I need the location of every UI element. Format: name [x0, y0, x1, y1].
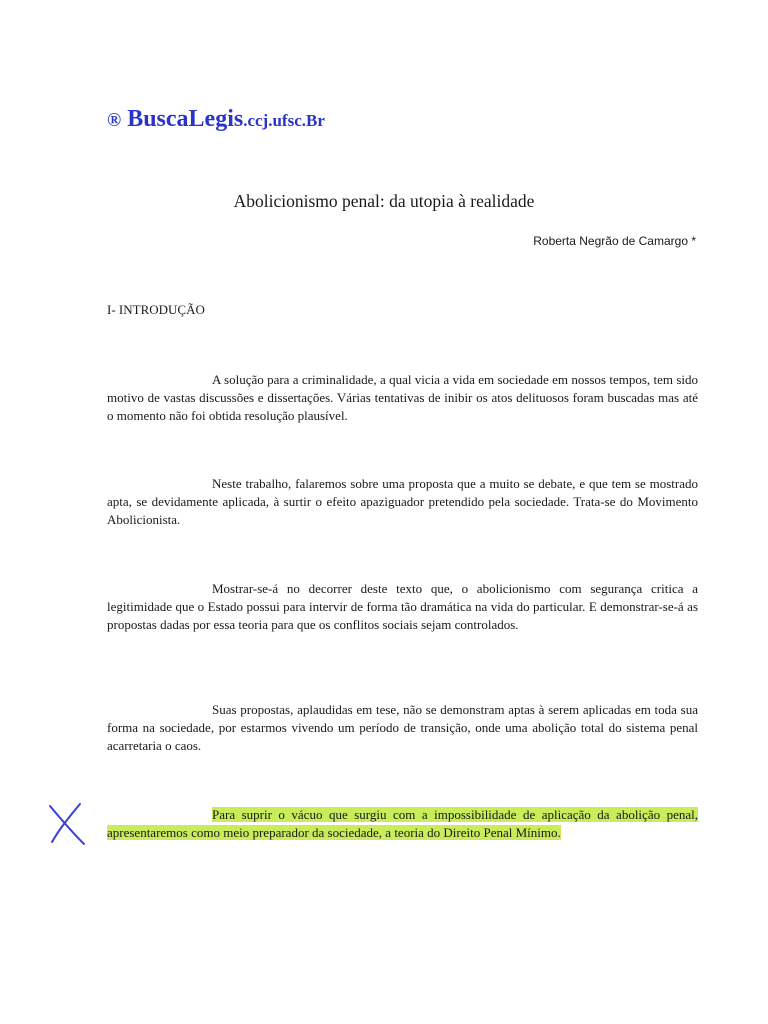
section-heading: I- INTRODUÇÃO [107, 302, 205, 317]
x-mark-icon [44, 800, 92, 848]
paragraph-5-highlighted [107, 806, 698, 842]
paragraph-3: Mostrar-se-á no decorrer deste texto que, o abolicionismo com segurança critica a legitimidade que o Estado possui para intervir de forma tão dramática na vida do particular. E demonstrar-se-á as propostas dadas por essa teoria para que os conflitos sociais sejam controlados. [107, 581, 698, 632]
document-author: Roberta Negrão de Camargo * [533, 234, 696, 248]
registered-symbol: ® [107, 110, 122, 131]
document-title: Abolicionismo penal: da utopia à realidade [233, 191, 535, 211]
paragraph-4: Suas propostas, aplaudidas em tese, não se demonstram aptas à serem aplicadas em toda sua forma na sociedade, por estarmos vivendo um período de transição, onde uma abolição total do sistema penal acarretaria o caos. [107, 702, 698, 753]
brand-domain: .ccj.ufsc.Br [243, 111, 325, 130]
paragraph-2: Neste trabalho, falaremos sobre uma proposta que a muito se debate, e que tem se mostrado apta, se devidamente aplicada, à surtir o efeito apaziguador pretendido pela sociedade. Trata-se do Movimento Abolicionista. [107, 476, 698, 527]
highlighted-text: Para suprir o vácuo que surgiu com a impossibilidade de aplicação da abolição penal, apresentaremos como meio preparador da sociedade, a teoria do Direito Penal Mínimo. [107, 807, 698, 840]
brand-name: BuscaLegis [127, 106, 244, 132]
paragraph-1: A solução para a criminalidade, a qual vicia a vida em sociedade em nossos tempos, tem sido motivo de vastas discussões e dissertações. Várias tentativas de inibir os atos delituosos foram buscadas mas até o momento não foi obtida resolução plausível. [107, 372, 698, 423]
brand-header [107, 106, 325, 133]
